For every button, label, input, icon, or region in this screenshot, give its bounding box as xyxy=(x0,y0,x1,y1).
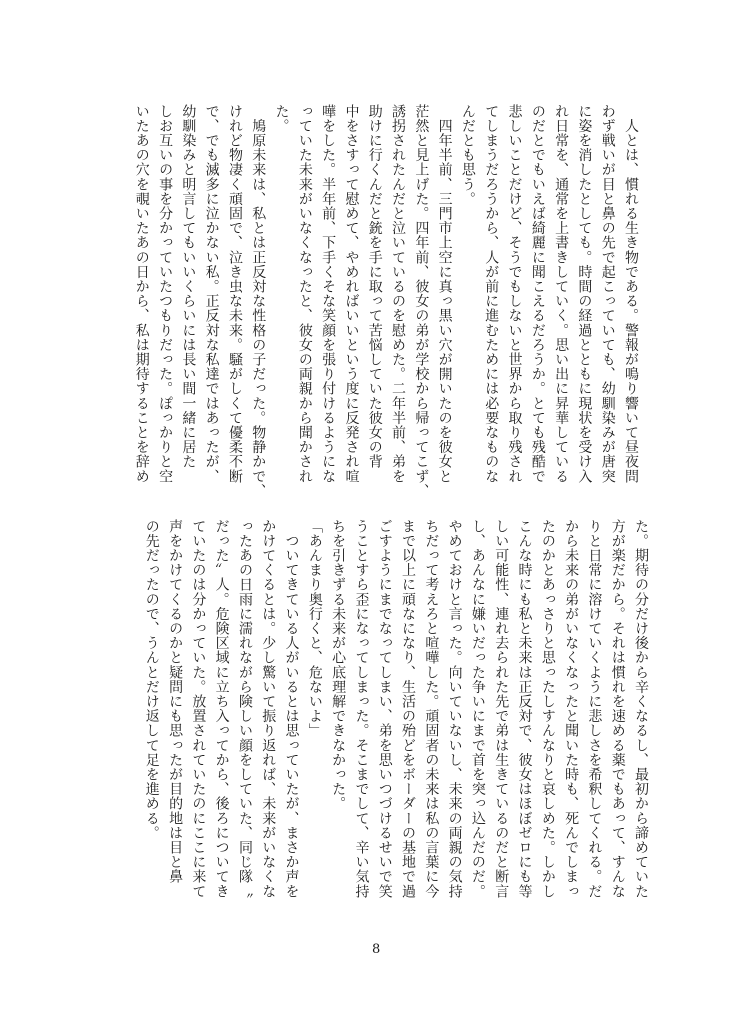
text-column: 鳩原未来は、私とは正反対な性格の子だった。物静かで、 xyxy=(250,104,267,499)
text-column: りと日常に溶けていくように悲しさを希釈してくれる。だ xyxy=(586,519,603,899)
text-column: の先だったので、うんとだけ返して足を進める。 xyxy=(143,519,160,841)
text-column: うことすら歪になってしまった。そこまでして、辛い気持 xyxy=(353,519,370,899)
text-column: 人とは、慣れる生き物である。警報が鳴り響いて昼夜問 xyxy=(623,104,639,484)
text-column: わず戦いが目と鼻の先で起こっていても、幼馴染みが唐突 xyxy=(599,104,616,484)
page-number: 8 xyxy=(372,942,381,957)
text-column: ごすようにまでなってしまい、弟を思いつづけるせいで笑 xyxy=(376,519,393,899)
text-column: 四年半前、三門市上空に真っ黒い穴が開いたのを彼女と xyxy=(436,104,453,484)
text-block-bottom xyxy=(139,519,652,919)
text-column: のだとでもいえば綺麗に聞こえるだろうか。とても残酷で xyxy=(529,104,546,484)
text-column: 「あんまり奥行くと、危ないよ」 xyxy=(306,519,323,738)
text-column: しお互いの事を分かっていたつもりだった。ぽっかりと空 xyxy=(157,104,174,484)
text-column: た。期待の分だけ後から辛くなるし、最初から諦めていた xyxy=(633,519,649,899)
text-column: いたあの穴を覗いたあの日から、私は期待することを辞め xyxy=(133,104,150,484)
text-column: だった〟人。危険区域に立ち入ってから、後ろについてき xyxy=(213,519,230,899)
text-column: 幼馴染みと明言してもいいくらいには長い間一緒に居た xyxy=(180,104,197,469)
text-column: ていたのは分かっていた。放置されていたのにここに来て xyxy=(190,519,207,899)
text-column: やめておけと言った。向いていないし、未来の両親の気持 xyxy=(446,519,463,899)
text-column: 方が楽だから。それは慣れを速める薬でもあって、すんな xyxy=(609,519,626,899)
text-column: けれど物凄く頑固で、泣き虫な未来。騒がしくて優柔不断 xyxy=(226,104,243,484)
text-column: んだとも思う。 xyxy=(459,104,476,207)
text-column: れ日常を、通常を上書きしていく。思い出に昇華している xyxy=(553,104,570,484)
text-column: しい可能性、連れ去られた先で弟は生きているのだと断言 xyxy=(493,519,510,899)
text-column: こんな時にも私と未来は正反対で、彼女はほぼゼロにも等 xyxy=(516,519,533,899)
text-column: 誘拐されたんだと泣いているのを慰めた。二年半前、弟を xyxy=(390,104,407,484)
text-column: に姿を消したとしても。時間の経過とともに現状を受け入 xyxy=(576,104,593,484)
text-column: ちを引きずる未来が心底理解できなかった。 xyxy=(330,519,347,811)
text-block-top xyxy=(129,104,642,504)
text-column: かけてくるとは。少し驚いて振り返れば、未来がいなくな xyxy=(260,519,277,899)
text-column: ったあの日雨に濡れながら険しい顔をしていた、同じ隊〝 xyxy=(236,519,253,899)
text-column: たのかとあっさりと思ったしすんなりと哀しめた。しかし xyxy=(539,519,556,899)
text-column: 声をかけてくるのかと疑問にも思ったが目的地は目と鼻 xyxy=(167,519,184,884)
text-column: た。 xyxy=(273,104,290,134)
text-column: まで以上に頑なになり、生活の殆どをボーダーの基地で過 xyxy=(400,519,417,899)
text-column: ちだって考えろと喧嘩した。頑固者の未来は私の言葉に今 xyxy=(423,519,440,899)
text-column: てしまうだろうから、人が前に進むためには必要なものな xyxy=(483,104,500,484)
text-column: 悲しいことだけど、そうでもしないと世界から取り残され xyxy=(506,104,523,484)
text-column: ついてきている人がいるとは思っていたが、まさか声を xyxy=(283,519,300,899)
text-column: 中をさすって慰めて、やめればいいという度に反発され喧 xyxy=(343,104,360,484)
text-column: で、でも滅多に泣かない私。正反対な私達ではあったが、 xyxy=(203,104,220,484)
text-column: し、あんなに嫌いだった争いにまで首を突っ込んだのだ。 xyxy=(469,519,486,899)
text-column: 嘩をした。半年前、下手くそな笑顔を張り付けるようにな xyxy=(320,104,337,484)
text-column: っていた未来がいなくなったと、彼女の両親から聞かされ xyxy=(296,104,313,484)
text-column: 茫然と見上げた。四年前、彼女の弟が学校から帰ってこず、 xyxy=(413,104,430,499)
text-column: から未来の弟がいなくなったと聞いた時も、死んでしまっ xyxy=(563,519,580,899)
text-column: 助けに行くんだと銃を手に取って苦悩していた彼女の背 xyxy=(366,104,383,469)
